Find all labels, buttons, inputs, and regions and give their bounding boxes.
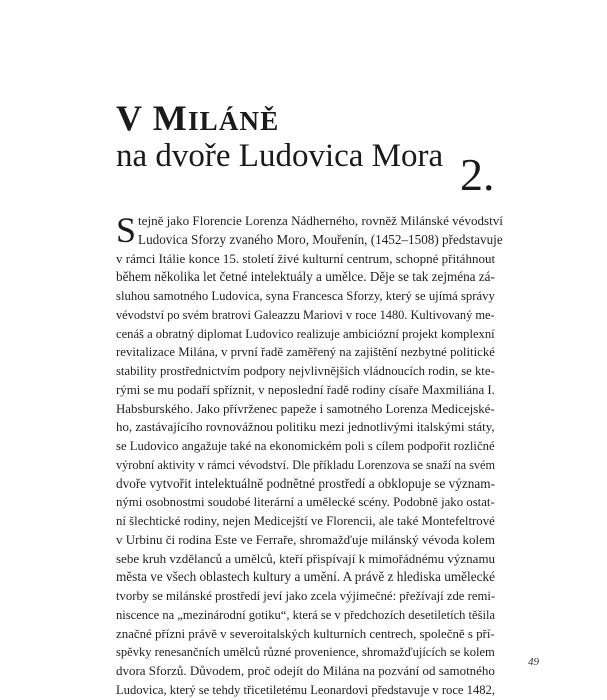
chapter-title-part: V (116, 98, 153, 138)
body-text-line: spěvky renesančních umělců různé provenience, shromažďujících se kolem (116, 645, 495, 660)
drop-cap: S (116, 210, 137, 250)
body-text-line: ho, zastávajícího rovnovážnou politiku mezi jednotlivými italskými státy, (116, 420, 495, 435)
body-text-line: Ludovica Sforzy zvaného Moro, Mouřenín, (1452–1508) představuje (138, 231, 503, 247)
body-text-line: města ve všech oblastech kultury a umění. A právě z hlediska umělecké (116, 569, 495, 585)
body-text-line: v rámci Itálie konce 15. století živé kulturní centrum, schopné přitáhnout (116, 250, 496, 266)
body-text-line: sluhou samotného Ludovica, syna Francesca Sforzy, který se ujímá správy (116, 289, 495, 303)
body-text-line: nými osobnostmi soudobé literární a umělecké scény. Podobně jako ostat- (116, 495, 495, 510)
body-text-line: ní šlechtické rodiny, nejen Medicejští ve Florencii, ale také Montefeltrové (116, 514, 495, 528)
body-text-line: revitalizace Milána, v první řadě zaměřený na zajištění nezbytné politické (116, 345, 495, 360)
chapter-title-part: M (152, 98, 188, 138)
body-text-line: stability prostřednictvím podpory nejvlivnějších vládnoucích rodin, se kte- (116, 364, 495, 378)
body-text-line: sebe kruh vzdělanců a umělců, kteří přispívají k mimořádnému významu (116, 550, 496, 566)
body-text-line: dvora Sforzů. Důvodem, proč odejít do Milána na pozvání od samotného (116, 663, 495, 678)
chapter-body-text (116, 210, 503, 700)
body-text-line: tejně jako Florencie Lorenza Nádherného, rovněž Milánské vévodství (138, 213, 503, 228)
body-text-line: cenáš a obratný diplomat Ludovico realizuje ambiciózní projekt komplexní (116, 326, 495, 341)
body-text-line: tvorby se milánské prostředí jeví jako zcela výjimečné: přežívají zde remi- (116, 589, 496, 603)
body-text-line: Ludovica, který se tehdy třicetiletému Leonardovi představuje v roce 1482, (116, 682, 495, 697)
body-text-line: dvoře vytvořit intelektuálně podnětné prostředí a obklopuje se význam- (116, 475, 495, 491)
body-text-line: v Urbinu či rodina Este ve Ferraře, shromažďuje milánský vévoda kolem (116, 531, 495, 547)
body-text-line: rými se mu podaří spříznit, v neposlední řadě rodiny císaře Maxmiliána I. (116, 382, 495, 397)
chapter-title (116, 98, 279, 141)
chapter-title-part: ILÁNĚ (187, 106, 280, 136)
page-number: 49 (528, 656, 539, 668)
body-text-line: značné přízni právě v severoitalských kulturních centrech, společně s pří- (116, 626, 495, 641)
body-text-line: výrobní aktivity v rámci vévodství. Dle příkladu Lorenzova se snaží na svém (116, 457, 496, 472)
chapter-subtitle: na dvoře Ludovica Mora (116, 138, 444, 174)
body-text-line: vévodství po svém bratrovi Galeazzu Mariovi v roce 1480. Kultivovaný me- (116, 307, 495, 322)
chapter-number: 2. (460, 149, 495, 200)
body-text-line: niscence na „mezinárodní gotiku“, která se v předchozích desetiletích těšila (116, 607, 496, 622)
body-text-line: se Ludovico angažuje také na ekonomickém poli s cílem podpořit rozličné (116, 439, 495, 453)
body-text-line: během několika let četné intelektuály a umělce. Děje se tak zejména zá- (116, 269, 495, 285)
body-text-line: Habsburského. Jako přívrženec papeže i samotného Lorenza Medicejské- (116, 401, 495, 416)
